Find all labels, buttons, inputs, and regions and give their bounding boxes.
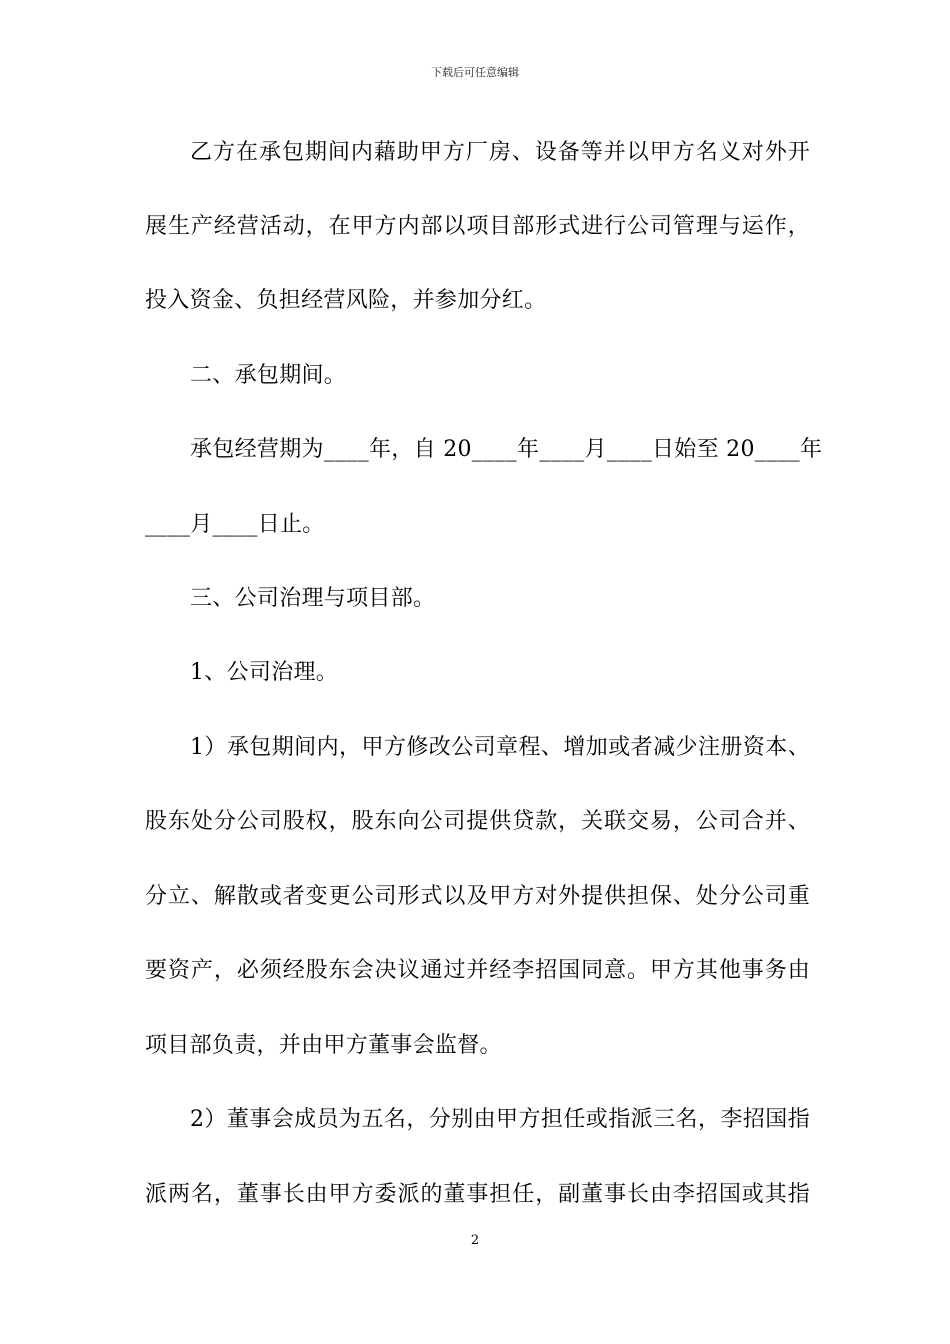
paragraph-line: ____月____日止。 — [145, 512, 325, 537]
section-heading: 二、承包期间。 — [190, 363, 347, 388]
page-number: 2 — [470, 1233, 480, 1248]
paragraph-line: 股东处分公司股权，股东向公司提供贷款，关联交易，公司合并、 — [145, 809, 810, 834]
paragraph-line: 乙方在承包期间内藉助甲方厂房、设备等并以甲方名义对外开 — [190, 140, 810, 165]
paragraph-line: 1）承包期间内，甲方修改公司章程、增加或者减少注册资本、 — [190, 735, 810, 760]
paragraph-line: 分立、解散或者变更公司形式以及甲方对外提供担保、处分公司重 — [145, 884, 810, 909]
paragraph-line: 2）董事会成员为五名，分别由甲方担任或指派三名，李招国指 — [190, 1107, 810, 1132]
paragraph-line: 展生产经营活动，在甲方内部以项目部形式进行公司管理与运作， — [145, 214, 810, 239]
paragraph-line: 项目部负责，并由甲方董事会监督。 — [145, 1033, 502, 1058]
paragraph-line: 投入资金、负担经营风险，并参加分红。 — [145, 288, 547, 313]
section-heading: 三、公司治理与项目部。 — [190, 586, 436, 611]
page-header: 下载后可任意编辑 — [431, 66, 519, 79]
subsection-heading: 1、公司治理。 — [190, 660, 339, 685]
paragraph-line: 要资产，必须经股东会决议通过并经李招国同意。甲方其他事务由 — [145, 958, 810, 983]
paragraph-line: 派两名，董事长由甲方委派的董事担任，副董事长由李招国或其指 — [145, 1182, 810, 1207]
paragraph-line: 承包经营期为____年，自 20____年____月____日始至 20____年 — [190, 437, 823, 462]
